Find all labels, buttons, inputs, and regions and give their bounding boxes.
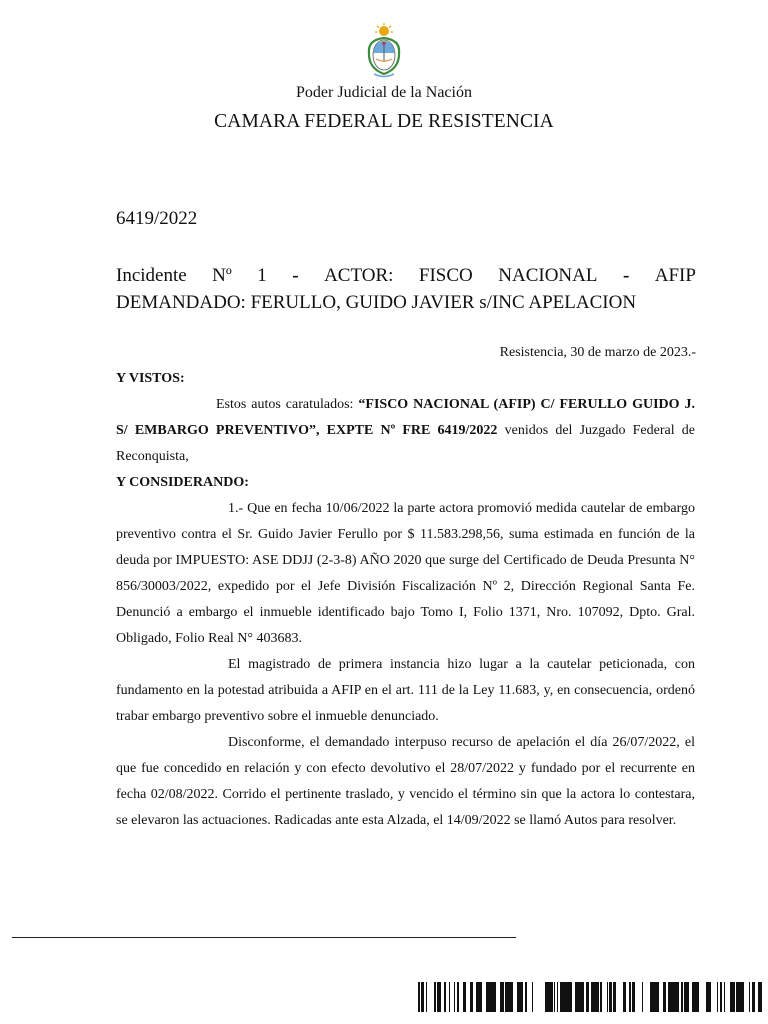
resolution-body <box>116 366 695 834</box>
case-caption <box>116 262 696 316</box>
court-name: Poder Judicial de la Nación <box>296 84 472 101</box>
caption-line-1 <box>116 262 696 289</box>
considerando-paragraph-2: El magistrado de primera instancia hizo lugar a la cautelar peticionada, con fundamento en la potestad atribuida a AFIP en el art. 111 de la Ley 11.683, y, en consecuencia, ordenó trabar embargo preventivo sobre el inmueble denunciado. <box>116 657 695 724</box>
caption-word: - <box>622 265 630 286</box>
vistos-lead: Estos autos caratulados: <box>216 397 359 412</box>
considerando-paragraph-3: Disconforme, el demandado interpuso recurso de apelación el día 26/07/2022, el que fue concedido en relación y con efecto devolutivo el 28/07/2022 y fundado por el recurrente en fecha 02/08/2022. Corrido el pertinente traslado, y vencido el término sin que la actora lo contestara, se elevaron las actuaciones. Radicadas ante esta Alzada, el 14/09/2022 se llamó Autos para resolver. <box>116 735 695 828</box>
case-number: 6419/2022 <box>116 208 198 229</box>
court-title: CAMARA FEDERAL DE RESISTENCIA <box>214 111 554 132</box>
caption-word: AFIP <box>654 265 696 286</box>
caption-word: Nº <box>212 265 232 286</box>
caption-line-2: DEMANDADO: FERULLO, GUIDO JAVIER s/INC APELACION <box>116 292 637 313</box>
case-title-bold: “FISCO NACIONAL (AFIP) C/ FERULLO GUIDO J. S/ EMBARGO PREVENTIVO”, EXPTE Nº FRE 6419/2022 <box>116 397 695 438</box>
caption-word: 1 <box>257 265 267 286</box>
caption-word: NACIONAL <box>498 265 598 286</box>
sun-icon <box>375 23 393 36</box>
argentine-coat-of-arms-icon <box>364 22 404 80</box>
caption-word: ACTOR: <box>324 265 394 286</box>
vistos-paragraph <box>116 392 695 470</box>
barcode-icon <box>418 982 766 1012</box>
vistos-heading: Y VISTOS: <box>116 371 185 386</box>
footer-divider <box>12 937 516 938</box>
considerando-paragraph-1: 1.- Que en fecha 10/06/2022 la parte actora promovió medida cautelar de embargo preventivo contra el Sr. Guido Javier Ferullo por $ 11.583.298,56, suma estimada en función de la deuda por IMPUESTO: ASE DDJJ (2-3-8) AÑO 2020 que surge del Certificado de Deuda Presunta N° 856/30003/2022, expedido por el Jefe División Fiscalización Nº 2, Dirección Regional Santa Fe. Denunció a embargo el inmueble identificado bajo Tomo I, Folio 1371, Nro. 107092, Dpto. Gral. Obligado, Folio Real N° 403683. <box>116 501 695 646</box>
caption-word: Incidente <box>116 265 187 286</box>
caption-word: - <box>292 265 299 286</box>
vistos-tail: venidos del Juzgado Federal de Reconquista, <box>116 423 695 464</box>
considerando-heading: Y CONSIDERANDO: <box>116 475 249 490</box>
date-line: Resistencia, 30 de marzo de 2023.- <box>499 345 696 360</box>
caption-word: FISCO <box>418 265 473 286</box>
